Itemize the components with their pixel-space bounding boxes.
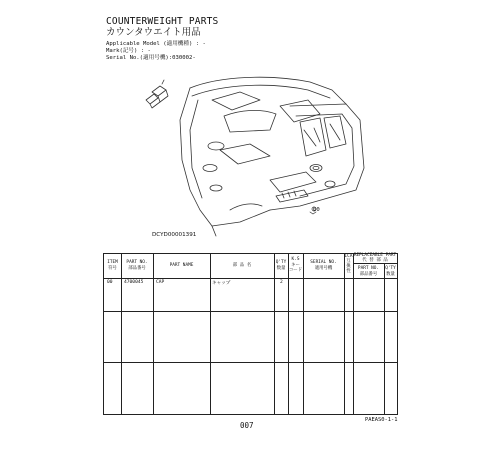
col-repl-qty: Q'TY 数量 — [385, 266, 396, 277]
page-number: 007 — [240, 421, 254, 430]
col-item: ITEM 符号 — [107, 260, 118, 271]
row-qty: 2 — [280, 280, 283, 285]
title-japanese: カウンタウエイト用品 — [106, 27, 201, 38]
col-part-name: PART NAME — [169, 263, 194, 268]
col-name-ja: 部 品 名 — [232, 263, 252, 268]
col-repl-part-no: PART NO. 部品番号 — [357, 266, 380, 277]
page-code: PAEAS0-1-1 — [365, 417, 398, 423]
title-english: COUNTERWEIGHT PARTS — [106, 16, 219, 27]
parts-table — [103, 253, 398, 415]
col-part-no: PART NO. 部品番号 — [126, 260, 148, 271]
col-ks: K.S キー コード — [288, 257, 303, 273]
figure-id: DCYD00001391 — [152, 232, 197, 238]
col-interchangeability: ICA 互 換 性 — [344, 254, 353, 275]
row-part-no: 4700045 — [124, 280, 144, 285]
row-part-name: CAP — [156, 280, 165, 285]
mark: Mark(記号) : - — [106, 48, 151, 54]
row-name-ja: キャップ — [212, 281, 231, 286]
col-replaceable-part: REPLACEABLE PART 代 替 部 品 — [353, 253, 397, 263]
exploded-view-drawing — [120, 60, 370, 242]
col-serial: SERIAL NO. 適用号機 — [310, 260, 337, 271]
row-item: 00 — [107, 280, 113, 285]
col-qty: Q'TY 数量 — [275, 260, 287, 271]
applicable-model: Applicable Model (適用機種) : - — [106, 41, 206, 47]
serial-no: Serial No.(適用号機):030002- — [106, 55, 196, 61]
callout-label: 00 — [313, 207, 320, 213]
